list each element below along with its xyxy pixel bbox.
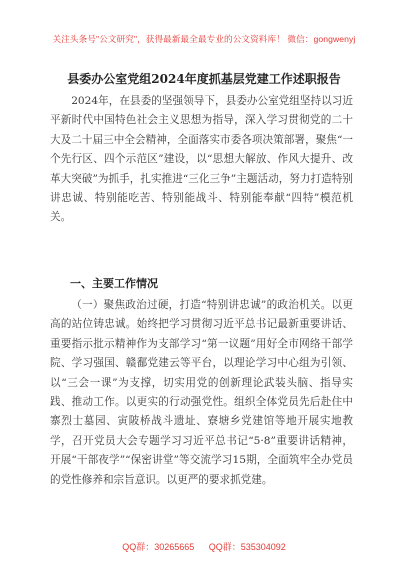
section-heading: 一、主要工作情况 (70, 277, 158, 290)
section1-paragraph: （一）聚焦政治过硬，打造“特别讲忠诚”的政治机关。以更高的站位铸忠诚。始终把学习贯彻习近平总书记最新重要讲话、重要指示批示精神作为支部学习“第一议题”用好全市网络干部学院、学习强国、赣鄱党建云等平台，以理论学习中心组为引领、以“三会一课”为支撑，切实用党的创新理论武装头脑、指导实践、推动工作。以更实的行动强党性。组织全体党员先后赴住中寨烈士墓园、寅陂桥战斗遗址、寮塘乡党建馆等地开展实地教学，召开党员大会专题学习习近平总书记“5·8”重要讲话精神，开展“干部夜学”“保密讲堂”等交流学习15期，全面筑牢全办党员的党性修养和宗旨意识。以更严的要求抓党建。 (50, 299, 353, 486)
qq-group-2: QQ群：535304092 (208, 542, 286, 552)
footer-contact (0, 540, 408, 553)
qq-group-1: QQ群：30265665 (122, 542, 195, 552)
intro-section (50, 92, 353, 228)
document-title: 县委办公室党组2024年度抓基层党建工作述职报告 (67, 72, 341, 86)
section1-body (50, 296, 353, 490)
intro-paragraph: 2024年，在县委的坚强领导下，县委办公室党组坚持以习近平新时代中国特色社会主义思想为指导，深入学习贯彻党的二十大及二十届三中全会精神，全面落实市委各项决策部署，聚焦“一个先行区、四个示范区”建设，以“思想大解放、作风大提升、改革大突破”为抓手，扎实推进“三化三争”主题活动，努力打造特别讲忠诚、特别能吃苦、特别能战斗、特别能奉献“四特”模范机关。 (50, 95, 353, 224)
promo-banner: 关注头条号"公文研究"，获得最新最全最专业的公文资料库！ 微信：gongwenyj (52, 34, 356, 44)
